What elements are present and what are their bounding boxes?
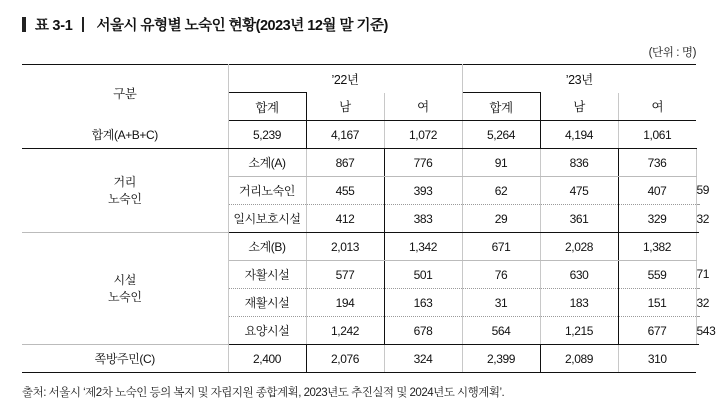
cell-2022-male: 678 bbox=[384, 317, 462, 345]
cell-2022-female: 1,072 bbox=[384, 121, 462, 149]
group-label-facility-line2: 노숙인 bbox=[107, 289, 142, 304]
cell-2023-male: 559 bbox=[618, 261, 696, 289]
header-2022-female: 여 bbox=[384, 93, 462, 121]
cell-2022-male: 393 bbox=[384, 177, 462, 205]
cell-2023-female: 1,061 bbox=[618, 121, 696, 149]
cell-2022-female: 62 bbox=[462, 177, 540, 205]
row-label: 소계(A) bbox=[228, 149, 306, 177]
title-bar-left-icon bbox=[22, 17, 26, 32]
row-label: 자활시설 bbox=[228, 261, 306, 289]
cell-2023-female: 32 bbox=[696, 205, 699, 233]
cell-2023-male: 2,089 bbox=[540, 345, 618, 373]
row-label: 요양시설 bbox=[228, 317, 306, 345]
row-label: 재활시설 bbox=[228, 289, 306, 317]
table-row-total bbox=[22, 121, 699, 149]
cell-2023-total: 836 bbox=[540, 149, 618, 177]
cell-2023-female: 71 bbox=[696, 261, 699, 289]
cell-2023-total: 5,264 bbox=[462, 121, 540, 149]
cell-2023-male: 4,194 bbox=[540, 121, 618, 149]
cell-2023-total: 361 bbox=[540, 205, 618, 233]
header-2023-total: 합계 bbox=[462, 93, 540, 121]
cell-2022-male: 501 bbox=[384, 261, 462, 289]
table-caption: 서울시 유형별 노숙인 현황(2023년 12월 말 기준) bbox=[96, 18, 388, 34]
table-header-row-years bbox=[22, 65, 699, 93]
row-label: 합계(A+B+C) bbox=[22, 121, 228, 149]
row-label: 쪽방주민(C) bbox=[22, 345, 228, 373]
source-note: 출처: 서울시 ‘제2차 노숙인 등의 복지 및 자립지원 종합계획, 2023년도 추진실적 및 2024년도 시행계획’. bbox=[22, 387, 505, 399]
cell-2022-total: 2,400 bbox=[228, 345, 306, 373]
cell-2023-female: 543 bbox=[696, 317, 699, 345]
cell-2023-male: 151 bbox=[618, 289, 696, 317]
cell-2023-total: 1,215 bbox=[540, 317, 618, 345]
cell-2022-female: 29 bbox=[462, 205, 540, 233]
cell-2022-total: 412 bbox=[306, 205, 384, 233]
title-bar-right-icon bbox=[82, 17, 84, 32]
row-label: 거리노숙인 bbox=[228, 177, 306, 205]
cell-2022-total: 194 bbox=[306, 289, 384, 317]
header-2022-total: 합계 bbox=[228, 93, 306, 121]
cell-2023-male: 329 bbox=[618, 205, 696, 233]
cell-2023-male: 677 bbox=[618, 317, 696, 345]
cell-2023-total: 183 bbox=[540, 289, 618, 317]
cell-2022-male: 383 bbox=[384, 205, 462, 233]
cell-2022-total: 2,013 bbox=[306, 233, 384, 261]
table-row-street-subtotal bbox=[22, 149, 699, 177]
cell-2022-male: 4,167 bbox=[306, 121, 384, 149]
group-label-facility-line1: 시설 bbox=[113, 273, 136, 288]
group-label-street-line1: 거리 bbox=[113, 175, 136, 190]
group-label-facility bbox=[22, 233, 228, 345]
table-row-jjokbang bbox=[22, 345, 699, 373]
cell-2022-female: 564 bbox=[462, 317, 540, 345]
cell-2023-total: 475 bbox=[540, 177, 618, 205]
cell-2023-total: 2,028 bbox=[540, 233, 618, 261]
cell-2023-total: 2,399 bbox=[462, 345, 540, 373]
cell-2022-total: 5,239 bbox=[228, 121, 306, 149]
cell-2022-female: 31 bbox=[462, 289, 540, 317]
unit-note: (단위 : 명) bbox=[648, 47, 696, 59]
cell-2022-total: 577 bbox=[306, 261, 384, 289]
cell-2022-female: 91 bbox=[462, 149, 540, 177]
cell-2023-female: 32 bbox=[696, 289, 699, 317]
cell-2022-total: 867 bbox=[306, 149, 384, 177]
group-label-street bbox=[22, 149, 228, 233]
table-number: 표 3-1 bbox=[35, 18, 73, 34]
homeless-statistics-table bbox=[22, 64, 716, 373]
header-2022-male: 남 bbox=[306, 93, 384, 121]
table-title bbox=[22, 14, 698, 35]
header-2023-female: 여 bbox=[618, 93, 696, 121]
row-label: 소계(B) bbox=[228, 233, 306, 261]
cell-2023-male: 1,382 bbox=[618, 233, 696, 261]
row-label: 일시보호시설 bbox=[228, 205, 306, 233]
cell-2023-total: 630 bbox=[540, 261, 618, 289]
cell-2022-female: 671 bbox=[462, 233, 540, 261]
cell-2022-male: 1,342 bbox=[384, 233, 462, 261]
cell-2022-female: 324 bbox=[384, 345, 462, 373]
cell-2023-male: 407 bbox=[618, 177, 696, 205]
cell-2022-total: 455 bbox=[306, 177, 384, 205]
cell-2023-male: 736 bbox=[618, 149, 696, 177]
cell-2022-total: 1,242 bbox=[306, 317, 384, 345]
header-year-2023: ’23년 bbox=[462, 65, 696, 93]
cell-2022-female: 76 bbox=[462, 261, 540, 289]
header-year-2022: ’22년 bbox=[228, 65, 462, 93]
header-gubun: 구분 bbox=[22, 65, 228, 121]
cell-2022-male: 776 bbox=[384, 149, 462, 177]
cell-2023-female: 59 bbox=[696, 177, 699, 205]
cell-2022-male: 163 bbox=[384, 289, 462, 317]
cell-2023-female: 310 bbox=[618, 345, 696, 373]
group-label-street-line2: 노숙인 bbox=[107, 191, 142, 206]
header-2023-male: 남 bbox=[540, 93, 618, 121]
table-row-facility-subtotal bbox=[22, 233, 699, 261]
cell-2022-male: 2,076 bbox=[306, 345, 384, 373]
